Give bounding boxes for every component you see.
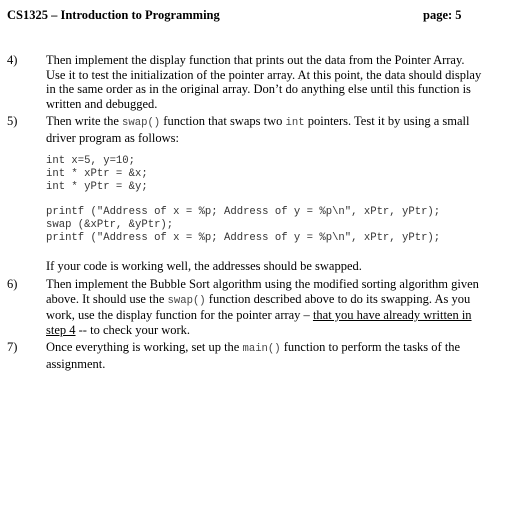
document-title: CS1325 – Introduction to Programming [7,8,220,22]
int-code: int [285,117,305,129]
item-text-5 [46,114,486,145]
swap-note: If your code is working well, the addresses should be swapped. [46,259,362,273]
item-text-6 [46,277,486,337]
item-number-5: 5) [7,114,18,128]
page-number: page: 5 [423,8,462,22]
item-6-text-after: -- to check your work. [75,322,191,337]
code-line-3: int * yPtr = &y; [46,181,148,193]
item-number-4: 4) [7,53,18,67]
swap-code: swap() [122,117,161,129]
step-4-reference: that you have already written in step 4 [46,308,472,337]
item-6-text-before: Then implement the Bubble Sort algorithm using the modified sorting algorithm given above. It should use the [46,277,479,306]
item-5-text-middle: function that swaps two [160,114,286,128]
item-text-7 [46,340,486,371]
item-7-text-after: function to perform the tasks of the assignment. [46,340,461,371]
code-line-6: printf ("Address of x = %p; Address of y = %p\n", xPtr, yPtr); [46,232,441,244]
main-code: main() [242,343,281,355]
code-line-1: int x=5, y=10; [46,155,136,167]
code-line-4: printf ("Address of x = %p; Address of y = %p\n", xPtr, yPtr); [46,206,441,218]
item-7-text-before: Once everything is working, set up the [46,340,243,354]
item-number-6: 6) [7,277,18,291]
code-line-2: int * xPtr = &x; [46,168,148,180]
item-text-4: Then implement the display function that prints out the data from the Pointer Array. Use it to test the initialization of the pointer array. At this point, the data should display in the same order as in the original array. Don’t do anything else until this function is written and debugged. [46,53,482,111]
item-number-7: 7) [7,340,18,354]
code-line-5: swap (&xPtr, &yPtr); [46,219,174,231]
item-5-text-before: Then write the [46,114,123,128]
swap-code-2: swap() [167,294,206,307]
item-6-text-middle: function described above to do its swapping. As you work, use the display function for the pointer array – [46,291,471,323]
item-5-text-after: pointers. Test it by using a small driver program as follows: [46,114,470,145]
